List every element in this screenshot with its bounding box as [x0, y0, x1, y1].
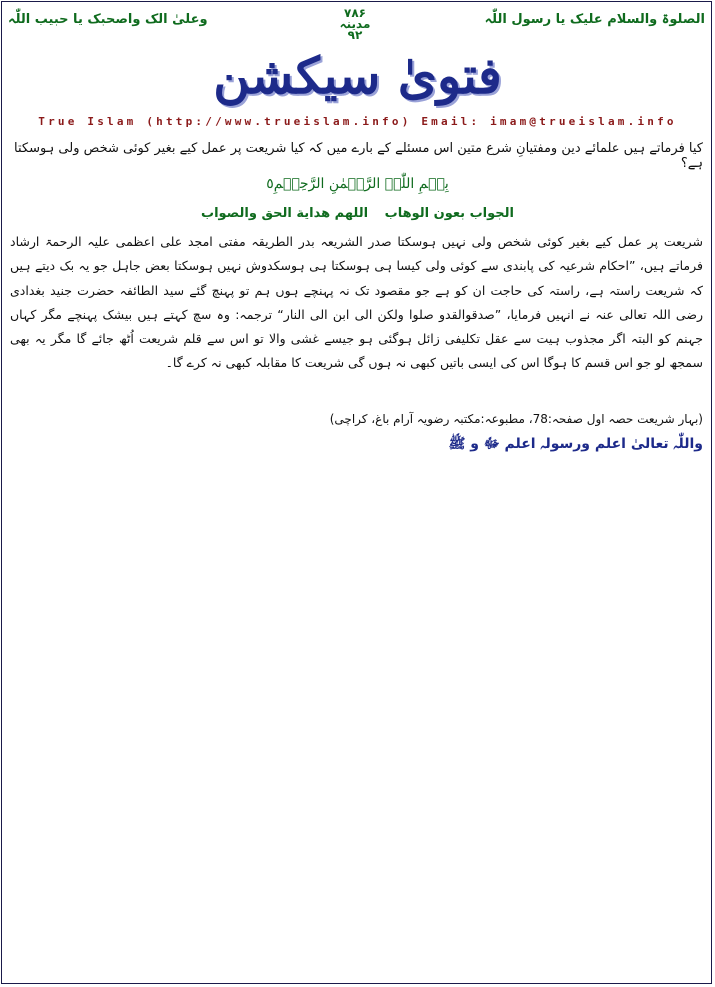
number-786: ۷۸۶ [344, 6, 366, 20]
number-92: ۹۲ [347, 28, 363, 42]
answer-heading-part1: الجواب بعون الوهاب [384, 206, 514, 221]
header [0, 8, 715, 42]
question-text: کیا فرماتے ہیں علمائے دین ومفتیانِ شرع متین اس مسئلے کے بارے میں کہ کیا شریعت پر عمل کیے بغیر کوئی شخص ولی ہوسکتا ہے؟ [14, 141, 703, 171]
answer-heading [0, 206, 715, 221]
salutation-right: الصلوۃ والسلام علیک یا رسول اللّٰہ [484, 12, 705, 27]
answer-heading-part2: اللهم هداية الحق والصواب [201, 206, 369, 221]
number-madina: مدینہ [339, 17, 371, 31]
salutation-left: وعلیٰ الک واصحبک یا حبیب اللّٰہ [8, 12, 208, 27]
closing-line: واللّٰہ تعالیٰ اعلم ورسولہ اعلم ﷻ و ﷺ [448, 436, 703, 452]
answer-text: شریعت پر عمل کیے بغیر کوئی شخص ولی نہیں ہوسکتا صدر الشریعہ بدر الطریقہ مفتی امجد علی اعظمی علیہ الرحمۃ ارشاد فرماتے ہیں، ”احکام شرعیہ کی پابندی سے کوئی ولی کیسا ہی ہوسکتا ہی ہوسکدوش نہیں ہوسکتا بعض جاہل جو یہ بک دیتے ہیں کہ شریعت راستہ ہے، راستہ کی حاجت ان کو ہے جو مقصود تک نہ پہنچے ہوں ہم تو پہنچ گئے سید الطائفہ حضرت جنید بغدادی رضی اللہ تعالی عنہ نے انہیں فرمایا، ”صدقوالقدو صلوا ولکن الی ابن الی النار“ ترجمہ: وہ سچ کہتے ہیں بیشک پہنچے مگر کہاں جہنم کو البتہ اگر مجذوب ہیت سے عقل تکلیفی زائل ہوگئی ہو جیسے غشی والا تو اس سے قلم شریعت اُٹھ جائے گا مگر یہ بھی سمجھ لو جو اس قسم کا ہوگا اس کی ایسی باتیں کبھی نہ ہوں گی شریعت کا مقابلہ کبھی نہ کرے گا۔ [10, 234, 703, 371]
header-numbers [320, 8, 390, 41]
bismillah: بِسۡمِ اللّٰہِ الرَّحۡمٰنِ الرَّحِیۡمِ٥ [266, 176, 449, 192]
reference-citation: (بہار شریعت حصہ اول صفحہ:78، مطبوعہ:مکتبہ رضویہ آرام باغ، کراچی) [329, 412, 703, 426]
page-title: فتویٰ سیکشن [213, 46, 502, 105]
contact-line: True Islam (http://www.trueislam.info) Email: imam@trueislam.info [38, 115, 677, 128]
